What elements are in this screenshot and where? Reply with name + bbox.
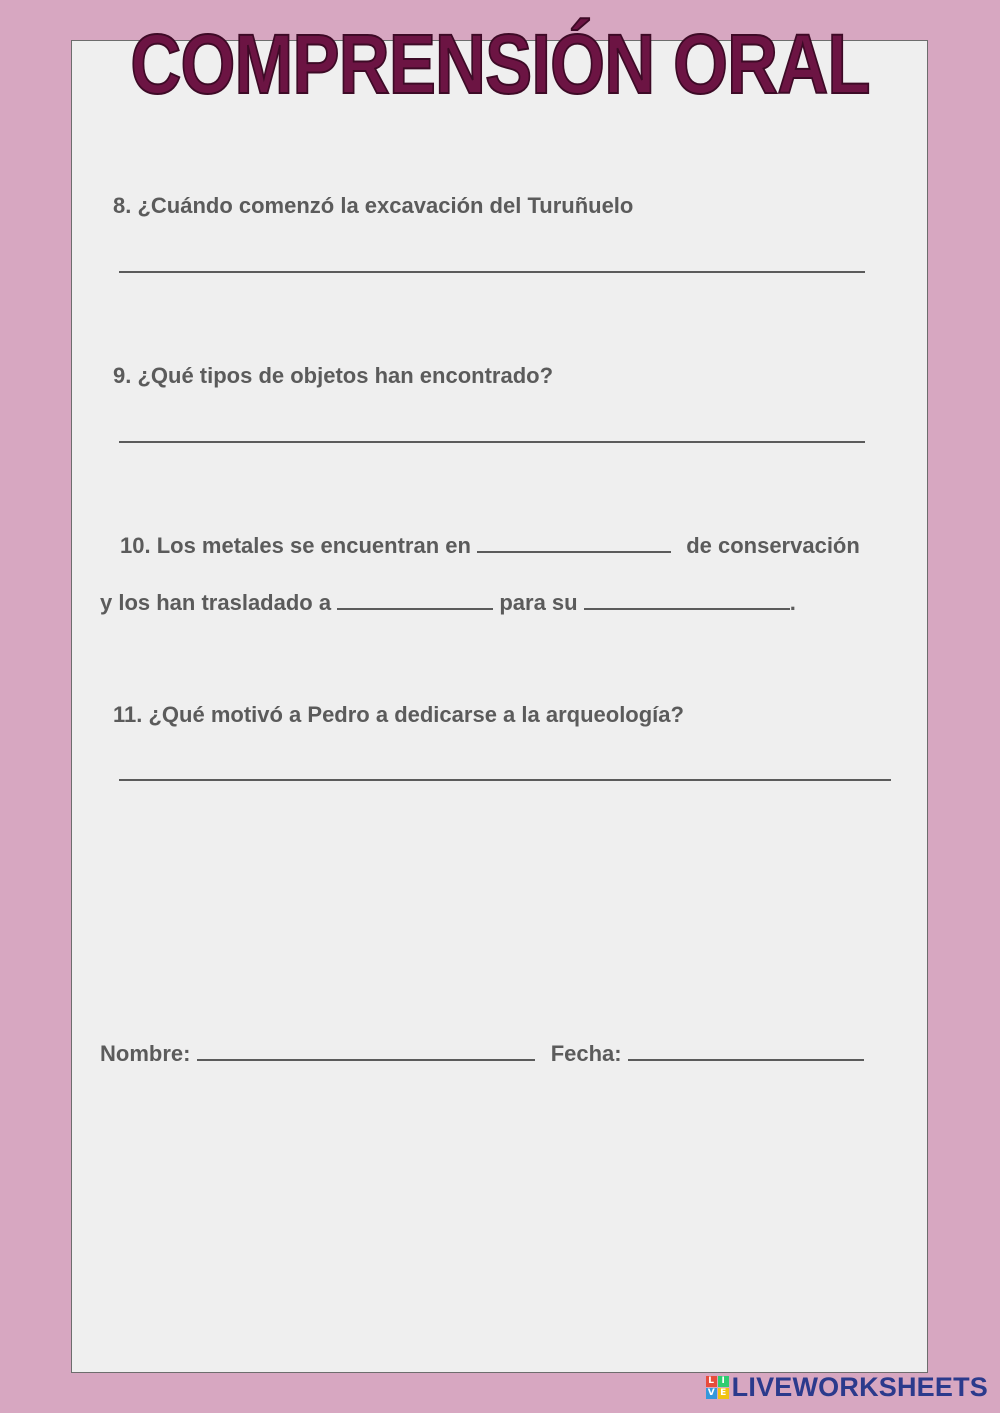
question-11-answer-field[interactable] [119, 779, 891, 781]
logo-letter: V [706, 1388, 717, 1399]
question-10-text-part1: 10. Los metales se encuentran en [120, 533, 471, 558]
logo-letter: E [718, 1388, 729, 1399]
name-label: Nombre: [100, 1041, 191, 1066]
name-date-row [100, 1039, 864, 1068]
question-10-text-part4: para su [499, 590, 578, 615]
question-9-answer-field[interactable] [119, 441, 865, 443]
date-label: Fecha: [550, 1041, 622, 1066]
question-10-text-part5: . [789, 590, 796, 615]
question-8-answer-field[interactable] [119, 271, 865, 273]
logo-letter: L [706, 1376, 717, 1387]
question-10-line-2 [100, 588, 796, 617]
logo-letter: I [718, 1376, 729, 1387]
question-10-line-1 [120, 531, 860, 560]
question-10-blank-1[interactable] [477, 531, 671, 553]
question-11-text: 11. ¿Qué motivó a Pedro a dedicarse a la arqueología? [113, 702, 684, 727]
question-9-text: 9. ¿Qué tipos de objetos han encontrado? [113, 363, 554, 388]
date-field[interactable] [628, 1039, 864, 1061]
question-10-text-part3: y los han trasladado a [100, 590, 332, 615]
page-title: COMPRENSIÓN ORAL [130, 17, 870, 111]
liveworksheets-wordmark: LIVEWORKSHEETS [731, 1372, 988, 1402]
name-field[interactable] [197, 1039, 535, 1061]
question-10-text-part2: de conservación [686, 533, 860, 558]
question-8-text: 8. ¿Cuándo comenzó la excavación del Turuñuelo [113, 193, 634, 218]
liveworksheets-logo-icon [706, 1376, 729, 1399]
question-10-blank-3[interactable] [584, 588, 790, 610]
liveworksheets-brand [706, 1372, 988, 1403]
question-10-blank-2[interactable] [337, 588, 493, 610]
